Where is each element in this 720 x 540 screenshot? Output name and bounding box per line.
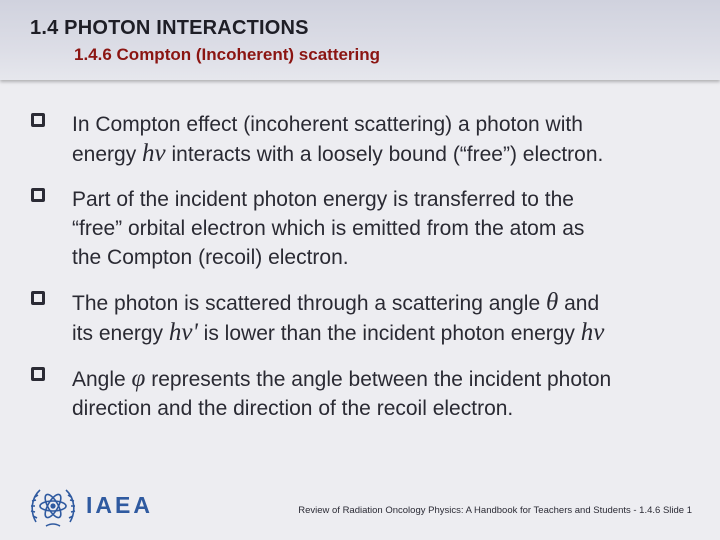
logo-text: IAEA	[86, 492, 153, 518]
math-symbol: θ	[545, 289, 559, 316]
math-symbol: hν	[142, 140, 166, 167]
math-symbol: hν'	[168, 319, 198, 346]
checkbox-bullet-icon	[31, 367, 45, 381]
iaea-logo	[28, 482, 168, 532]
math-symbol: φ	[131, 365, 146, 392]
iaea-atom-emblem-icon	[28, 482, 78, 532]
math-symbol: hν	[580, 319, 605, 346]
checkbox-bullet-icon	[31, 291, 45, 305]
bullet-text: Angle φ represents the angle between the incident photon direction and the direction of the recoil electron.	[72, 365, 612, 420]
slide-subtitle: 1.4.6 Compton (Incoherent) scattering	[74, 45, 381, 64]
bullet-text: In Compton effect (incoherent scattering) a photon with energy hν interacts with a loosely bound (“free”) electron.	[72, 113, 604, 167]
footer-citation: Review of Radiation Oncology Physics: A Handbook for Teachers and Students - 1.4.6 Slide 1	[298, 505, 692, 516]
bullet-text: Part of the incident photon energy is transferred to the “free” orbital electron which is emitted from the atom as the Compton (recoil) electron.	[72, 188, 585, 269]
header-band	[0, 0, 720, 80]
bullet-text: The photon is scattered through a scattering angle θ and its energy hν' is lower than the incident photon energy hν	[72, 289, 605, 346]
checkbox-bullet-icon	[31, 113, 45, 127]
checkbox-bullet-icon	[31, 188, 45, 202]
slide-title: 1.4 PHOTON INTERACTIONS	[30, 17, 309, 39]
